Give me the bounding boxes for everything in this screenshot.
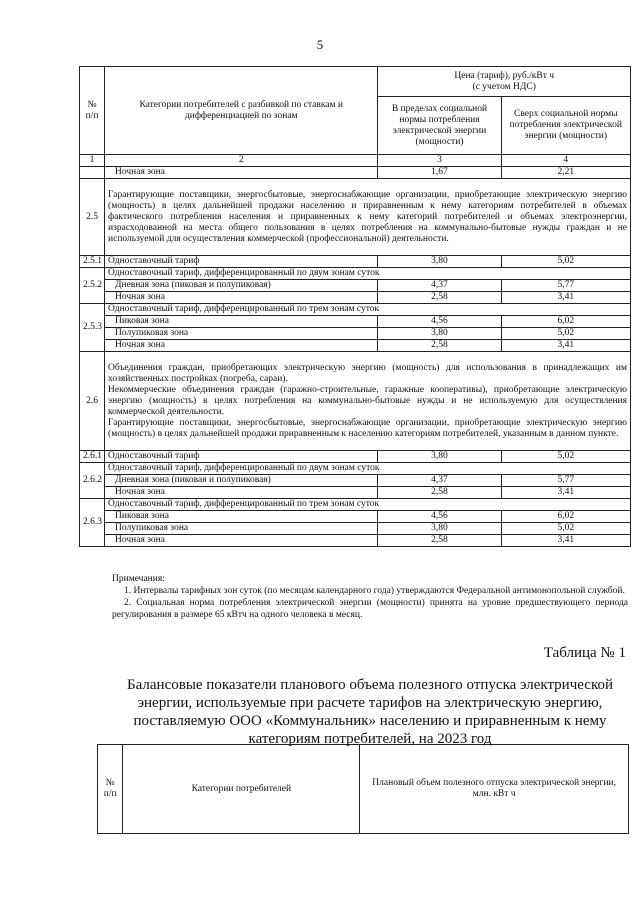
table-row	[80, 499, 631, 511]
value-above: 5,02	[501, 256, 630, 268]
row-number: 2.5	[80, 179, 105, 256]
notes-title: Примечания:	[112, 574, 165, 584]
value-within: 1,67	[378, 167, 501, 179]
value-within: 2,58	[378, 487, 501, 499]
row-label: Ночная зона	[105, 487, 378, 499]
header-category: Категории потребителей с разбивкой по ставкам и дифференциацией по зонам	[105, 67, 378, 155]
row-number: 2.6	[80, 352, 105, 451]
row-number: 2.6.3	[80, 499, 105, 547]
table-row	[80, 256, 631, 268]
row-label: Полупиковая зона	[105, 523, 378, 535]
table-row	[80, 167, 631, 179]
header-index: 4	[501, 155, 630, 167]
header-num: № п/п	[98, 745, 123, 834]
section-description: Гарантирующие поставщики, энергосбытовые, энергоснабжающие организации, приобретающие электрическую энергию (мощность) в целях дальнейшей продажи населению и приравненным к нему категориям потребителей в объемах фактического потребления населения и приравненных к нему категорий потребителей и объемах электроэнергии, израсходованной на места общего пользования в целях потребления на коммунально-бытовые нужды граждан и не используемой для осуществления коммерческой (профессиональной) деятельности.	[105, 179, 631, 256]
value-within: 2,58	[378, 292, 501, 304]
table-row	[80, 268, 631, 280]
row-title: Одноставочный тариф, дифференцированный по трем зонам суток	[105, 499, 631, 511]
value-above: 3,41	[501, 340, 630, 352]
table-row	[80, 304, 631, 316]
table-row	[80, 280, 631, 292]
header-within-norm: В пределах социальной нормы потребления электрической энергии (мощности)	[378, 97, 501, 155]
row-label: Ночная зона	[105, 535, 378, 547]
row-label: Полупиковая зона	[105, 328, 378, 340]
section-paragraph: Гарантирующие поставщики, энергосбытовые, энергоснабжающие организации, приобретающие электрическую энергию (мощность) в целях дальнейшей продажи приравненным к населению категориям потребителей, указанным в данном пункте.	[108, 417, 627, 439]
table-row	[80, 352, 631, 451]
table-row	[80, 523, 631, 535]
notes	[112, 573, 628, 621]
table-row	[80, 292, 631, 304]
row-number: 2.5.2	[80, 268, 105, 304]
row-number: 2.5.3	[80, 304, 105, 352]
header-price: Цена (тариф), руб./кВт ч (с учетом НДС)	[378, 67, 631, 97]
row-label: Пиковая зона	[105, 511, 378, 523]
table-row	[80, 475, 631, 487]
value-within: 3,80	[378, 256, 501, 268]
row-label: Одноставочный тариф	[105, 256, 378, 268]
table-row	[80, 511, 631, 523]
value-above: 3,41	[501, 535, 630, 547]
header-index: 3	[378, 155, 501, 167]
note-item: 1. Интервалы тарифных зон суток (по месяцам календарного года) утверждаются Федеральной антимонопольной службой.	[124, 586, 625, 596]
row-label: Ночная зона	[105, 167, 378, 179]
value-above: 5,77	[501, 475, 630, 487]
table-row	[80, 535, 631, 547]
value-above: 5,02	[501, 451, 630, 463]
section-description	[105, 352, 631, 451]
value-within: 3,80	[378, 451, 501, 463]
balance-table	[97, 744, 629, 834]
header-num: № п/п	[80, 67, 105, 155]
table-row	[80, 340, 631, 352]
row-label: Ночная зона	[105, 292, 378, 304]
value-within: 2,58	[378, 535, 501, 547]
header-above-norm: Сверх социальной нормы потребления электрической энергии (мощности)	[501, 97, 630, 155]
value-within: 3,80	[378, 523, 501, 535]
value-within: 2,58	[378, 340, 501, 352]
value-within: 3,80	[378, 328, 501, 340]
value-above: 2,21	[501, 167, 630, 179]
table-row	[80, 328, 631, 340]
value-above: 6,02	[501, 511, 630, 523]
tariff-table	[79, 66, 631, 547]
value-above: 5,02	[501, 523, 630, 535]
value-above: 3,41	[501, 292, 630, 304]
value-above: 6,02	[501, 316, 630, 328]
value-within: 4,37	[378, 475, 501, 487]
table-row	[80, 487, 631, 499]
row-title: Одноставочный тариф, дифференцированный по трем зонам суток	[105, 304, 631, 316]
table-header-row	[98, 745, 629, 834]
row-title: Одноставочный тариф, дифференцированный по двум зонам суток	[105, 268, 631, 280]
value-above: 3,41	[501, 487, 630, 499]
row-label: Ночная зона	[105, 340, 378, 352]
table-number: Таблица № 1	[543, 645, 626, 661]
header-index: 2	[105, 155, 378, 167]
table-row	[80, 463, 631, 475]
value-within: 4,37	[378, 280, 501, 292]
value-within: 4,56	[378, 316, 501, 328]
row-label: Одноставочный тариф	[105, 451, 378, 463]
header-index: 1	[80, 155, 105, 167]
row-number: 2.6.2	[80, 463, 105, 499]
header-volume: Плановый объем полезного отпуска электрической энергии, млн. кВт ч	[360, 745, 629, 834]
value-above: 5,02	[501, 328, 630, 340]
section-paragraph: Некоммерческие объединения граждан (гаражно-строительные, гаражные кооперативы), приобретающие электрическую энергию (мощность) в целях потребления на коммунально-бытовые нужды и не используемую для осуществления коммерческой деятельности.	[108, 384, 627, 417]
table-row	[80, 316, 631, 328]
table-title: Балансовые показатели планового объема полезного отпуска электрической энергии, используемые при расчете тарифов на электрическую энергию, поставляемую ООО «Коммунальник» населению и приравненным к нему категориям потребителей, на 2023 год	[127, 677, 613, 747]
section-paragraph: Объединения граждан, приобретающих электрическую энергию (мощность) для использования в принадлежащих им хозяйственных постройках (погреба, сараи).	[108, 362, 627, 384]
header-category: Категории потребителей	[123, 745, 360, 834]
row-label: Пиковая зона	[105, 316, 378, 328]
row-label: Дневная зона (пиковая и полупиковая)	[105, 475, 378, 487]
table-row	[80, 179, 631, 256]
table-row	[80, 451, 631, 463]
row-number: 2.5.1	[80, 256, 105, 268]
value-within: 4,56	[378, 511, 501, 523]
page-number: 5	[316, 37, 324, 52]
row-label: Дневная зона (пиковая и полупиковая)	[105, 280, 378, 292]
note-item: 2. Социальная норма потребления электрической энергии (мощности) принята на уровне предшествующего периода регулирования в размере 65 кВтч на одного человека в месяц.	[112, 598, 628, 620]
row-title: Одноставочный тариф, дифференцированный по двум зонам суток	[105, 463, 631, 475]
value-above: 5,77	[501, 280, 630, 292]
row-number: 2.6.1	[80, 451, 105, 463]
